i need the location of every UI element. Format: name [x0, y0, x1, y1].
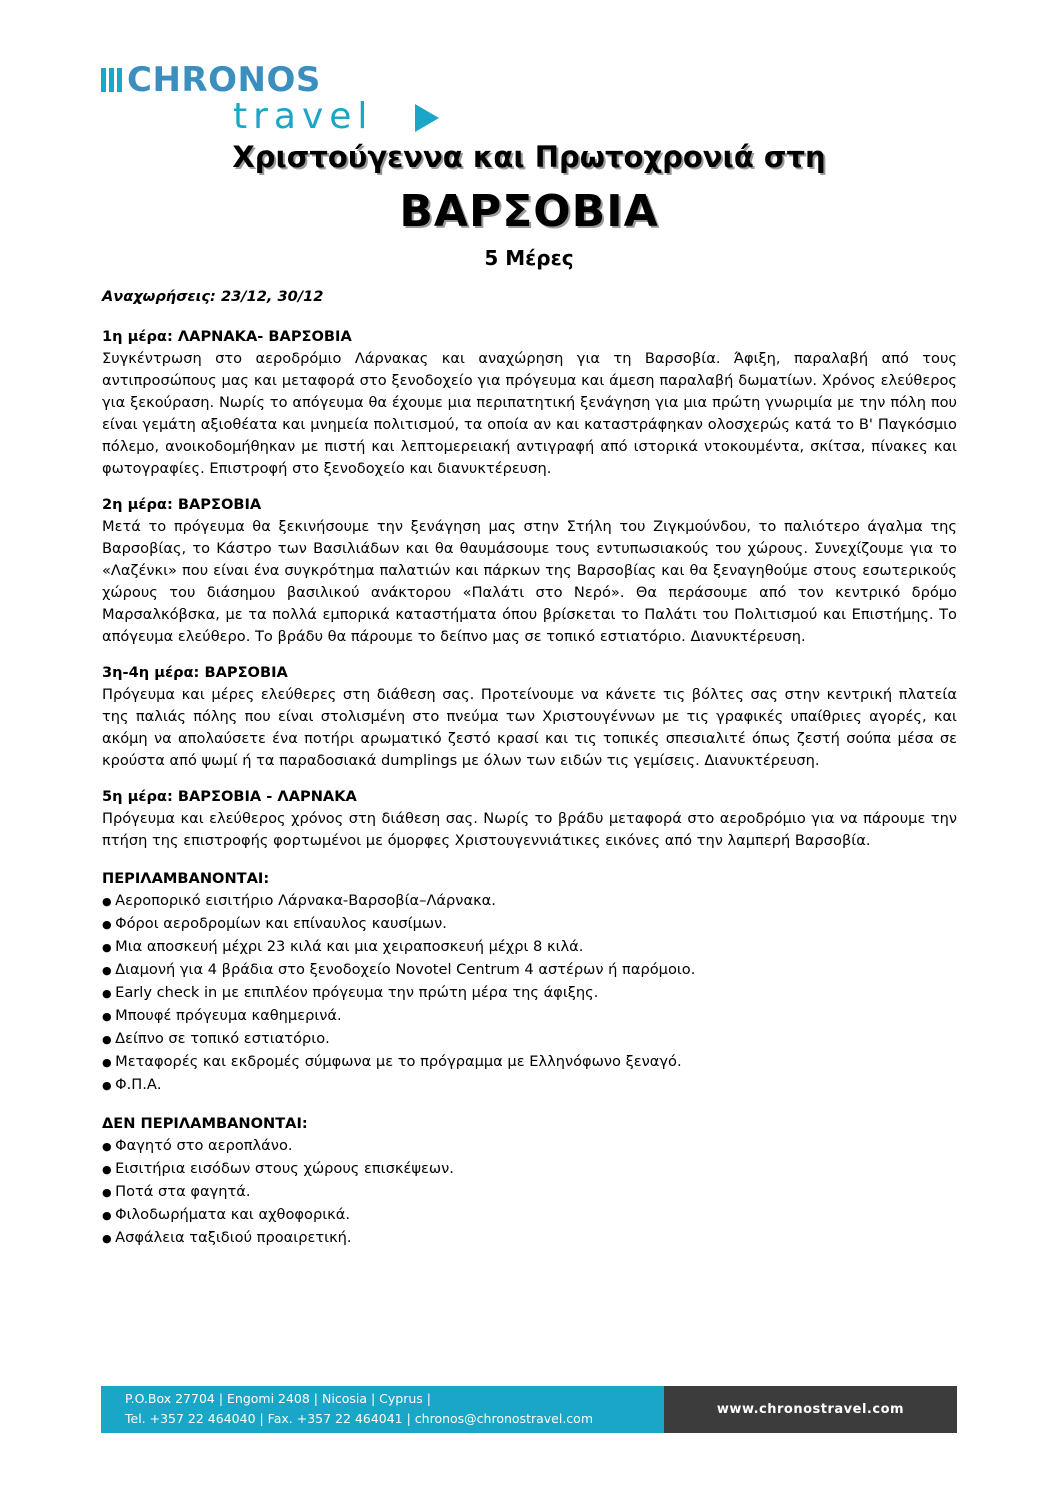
included-title: ΠΕΡΙΛΑΜΒΑΝΟΝΤΑΙ:: [102, 870, 270, 887]
day-title: 3η-4η μέρα: ΒΑΡΣΟΒΙΑ: [102, 664, 288, 681]
day-section: [102, 494, 957, 648]
list-item: ● Φ.Π.Α.: [102, 1074, 957, 1097]
footer-bar: [101, 1386, 957, 1433]
day-title: 1η μέρα: ΛΑΡΝΑΚΑ- ΒΑΡΣΟΒΙΑ: [102, 328, 352, 345]
list-item: ● Φόροι αεροδρομίων και επίναυλος καυσίμων.: [102, 913, 957, 936]
list-item: ● Διαμονή για 4 βράδια στο ξενοδοχείο Novotel Centrum 4 αστέρων ή παρόμοιο.: [102, 959, 957, 982]
list-item: ● Ασφάλεια ταξιδιού προαιρετική.: [102, 1227, 957, 1250]
footer-website: www.chronostravel.com: [664, 1386, 957, 1433]
day-section: [102, 326, 957, 480]
day-section: [102, 662, 957, 772]
day-title: 5η μέρα: ΒΑΡΣΟΒΙΑ - ΛΑΡΝΑΚΑ: [102, 788, 357, 805]
not-included-title: ΔΕΝ ΠΕΡΙΛΑΜΒΑΝΟΝΤΑΙ:: [102, 1115, 308, 1132]
list-item: ● Αεροπορικό εισιτήριο Λάρνακα-Βαρσοβία–Λάρνακα.: [102, 890, 957, 913]
day-text: Πρόγευμα και μέρες ελεύθερες στη διάθεση σας. Προτείνουμε να κάνετε τις βόλτες σας στην κεντρική πλατεία της παλιάς πόλης που είναι στολισμένη στο πνεύμα των Χριστουγέννων με τις γραφικές υπαίθριες αγορές, και ακόμη να απολαύσετε ένα ποτήρι αρωματικό ζεστό κρασί και τις τοπικές σπεσιαλιτέ όπως ζεστή σούπα μέσα σε κρούστα από ψωμί ή τα παραδοσιακά dumplings με όλων των ειδών τις γεμίσεις. Διανυκτέρευση.: [102, 686, 957, 769]
footer-address: P.O.Box 27704 | Engomi 2408 | Nicosia | Cyprus |: [125, 1391, 431, 1406]
departures: Αναχωρήσεις: 23/12, 30/12: [102, 288, 324, 305]
title-duration: 5 Μέρες: [484, 246, 574, 270]
list-item: ● Early check in με επιπλέον πρόγευμα την πρώτη μέρα της άφιξης.: [102, 982, 957, 1005]
list-item: ● Μεταφορές και εκδρομές σύμφωνα με το πρόγραμμα με Ελληνόφωνο ξεναγό.: [102, 1051, 957, 1074]
list-item: ● Ποτά στα φαγητά.: [102, 1181, 957, 1204]
itinerary-content: [102, 286, 957, 1250]
logo-brand: CHRONOS: [127, 60, 321, 100]
title-line1: Χριστούγεννα και Πρωτοχρονιά στη: [232, 140, 826, 174]
day-text: Μετά το πρόγευμα θα ξεκινήσουμε την ξενάγηση μας στην Στήλη του Ζιγκμούνδου, το παλιότερο άγαλμα της Βαρσοβίας, το Κάστρο των Βασιλιάδων και θα θαυμάσουμε τους εντυπωσιακούς του χώρους. Συνεχίζουμε για το «Λαζένκι» που είναι ένα συγκρότημα παλατιών και πάρκων της Βαρσοβίας και θα ξεναγηθούμε στους εσωτερικούς χώρους του διάσημου βασιλικού ανάκτορου «Παλάτι στο Νερό». Θα περάσουμε από τον κεντρικό δρόμο Μαρσαλκόβσκα, με τα πολλά εμπορικά καταστήματα όπου βρίσκεται το Παλάτι του Πολιτισμού και Επιστήμης. Το απόγευμα ελεύθερο. Το βράδυ θα πάρουμε το δείπνο μας σε τοπικό εστιατόριο. Διανυκτέρευση.: [102, 518, 957, 645]
logo-sub: travel: [233, 96, 374, 137]
included-list: [102, 890, 957, 1097]
not-included-list: [102, 1135, 957, 1250]
logo-bars-icon: [101, 68, 125, 96]
list-item: ● Φαγητό στο αεροπλάνο.: [102, 1135, 957, 1158]
title-city: ΒΑΡΣΟΒΙΑ: [399, 186, 659, 237]
list-item: ● Δείπνο σε τοπικό εστιατόριο.: [102, 1028, 957, 1051]
list-item: ● Μια αποσκευή μέχρι 23 κιλά και μια χειραποσκευή μέχρι 8 κιλά.: [102, 936, 957, 959]
day-text: Πρόγευμα και ελεύθερος χρόνος στη διάθεση σας. Νωρίς το βράδυ μεταφορά στο αεροδρόμιο για να πάρουμε την πτήση της επιστροφής φορτωμένοι με όμορφες Χριστουγεννιάτικες εικόνες από την λαμπερή Βαρσοβία.: [102, 810, 957, 849]
day-title: 2η μέρα: ΒΑΡΣΟΒΙΑ: [102, 496, 262, 513]
day-text: Συγκέντρωση στο αεροδρόμιο Λάρνακας και αναχώρηση για τη Βαρσοβία. Άφιξη, παραλαβή από τους αντιπροσώπους μας και μεταφορά στο ξενοδοχείο για πρόγευμα και άμεση παραλαβή δωματίων. Χρόνος ελεύθερος για ξεκούραση. Νωρίς το απόγευμα θα έχουμε μια περιπατητική ξενάγηση για μια πρώτη γνωριμία με την πόλη που είναι γεμάτη αξιοθέατα και μνημεία πολιτισμού, τα οποία αν και καταστράφηκαν ολοσχερώς κατά το Β' Παγκόσμιο πόλεμο, ανοικοδομήθηκαν με πιστή και λεπτομερειακή αντιγραφή από ιστορικά ντοκουμέντα, σκίτσα, πίνακες και φωτογραφίες. Επιστροφή στο ξενοδοχείο και διανυκτέρευση.: [102, 350, 957, 477]
footer-contact: [101, 1386, 664, 1433]
day-section: [102, 786, 957, 852]
chronos-travel-logo: [101, 60, 461, 140]
list-item: ● Μπουφέ πρόγευμα καθημερινά.: [102, 1005, 957, 1028]
footer-phone-email: Tel. +357 22 464040 | Fax. +357 22 464041 | chronos@chronostravel.com: [125, 1411, 593, 1426]
play-arrow-icon: [415, 104, 439, 132]
list-item: ● Εισιτήρια εισόδων στους χώρους επισκέψεων.: [102, 1158, 957, 1181]
list-item: ● Φιλοδωρήματα και αχθοφορικά.: [102, 1204, 957, 1227]
